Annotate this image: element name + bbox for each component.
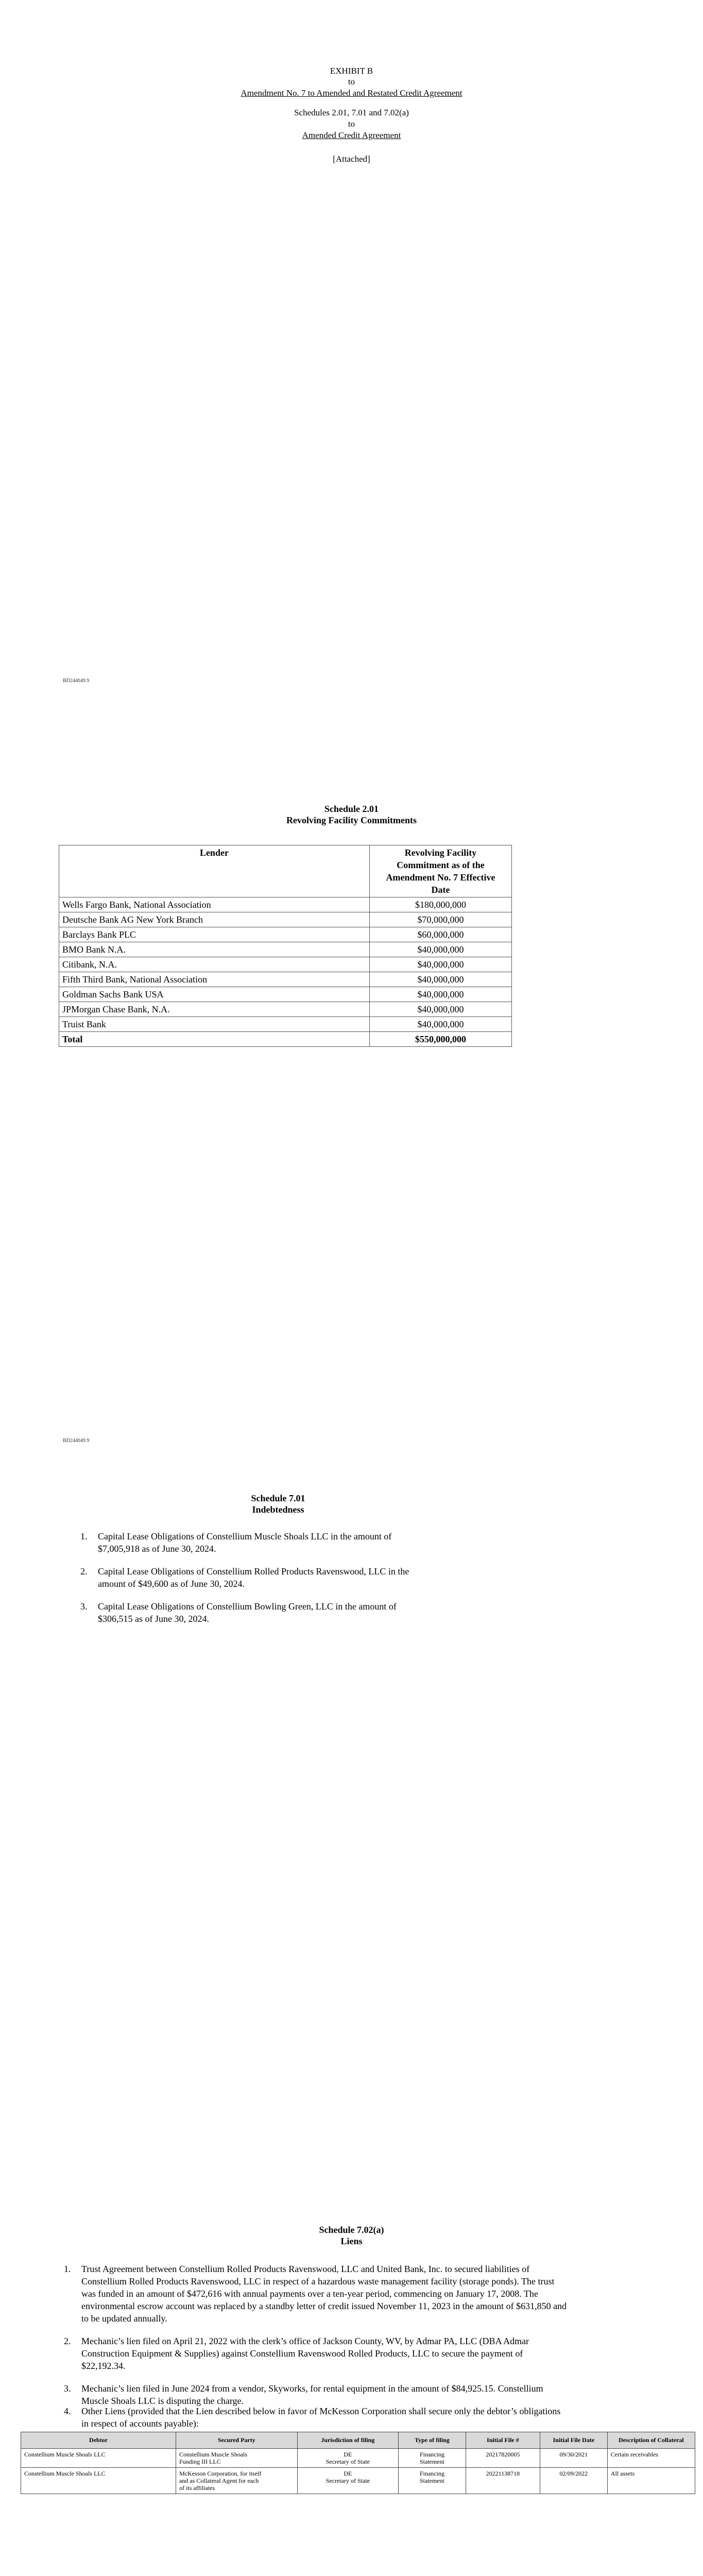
item-text: Capital Lease Obligations of Constellium Muscle Shoals LLC in the amount of (98, 1531, 392, 1541)
file-number-cell: 20221138718 (466, 2468, 540, 2494)
item-number: 1. (64, 2264, 71, 2274)
file-number-cell: 20217820005 (466, 2449, 540, 2468)
header-file-number: Initial File # (466, 2432, 540, 2449)
commitment-amount: $180,000,000 (370, 897, 512, 912)
item-text: $7,005,918 as of June 30, 2024. (98, 1544, 216, 1554)
item-text: environmental escrow account was replaced by a standby letter of credit issued November 11, 2023 in the amount of $631,850 and (81, 2301, 567, 2311)
lender-name: Truist Bank (59, 1017, 370, 1032)
type-cell (399, 2468, 466, 2494)
commitment-amount: $40,000,000 (370, 1017, 512, 1032)
list-item (64, 2382, 661, 2407)
amendment-title: Amendment No. 7 to Amended and Restated Credit Agreement (241, 88, 462, 98)
table-row (59, 1017, 512, 1032)
commitment-amount: $70,000,000 (370, 912, 512, 927)
type-cell (399, 2449, 466, 2468)
header-lender: Lender (59, 845, 370, 897)
total-label: Total (59, 1032, 370, 1047)
lender-name: Citibank, N.A. (59, 957, 370, 972)
item-number: 3. (64, 2383, 71, 2394)
page-footer: BD244049.9 (63, 1438, 90, 1444)
lender-name: Goldman Sachs Bank USA (59, 987, 370, 1002)
header-commitment (370, 845, 512, 897)
jurisdiction-line: Secretary of State (325, 2458, 370, 2465)
table-row (59, 972, 512, 987)
item-text: Capital Lease Obligations of Constellium Bowling Green, LLC in the amount of (98, 1601, 397, 1612)
commitment-amount: $40,000,000 (370, 942, 512, 957)
header-file-date: Initial File Date (540, 2432, 607, 2449)
table-row (59, 1002, 512, 1017)
table-row (59, 912, 512, 927)
item-text: amount of $49,600 as of June 30, 2024. (98, 1579, 245, 1589)
attached-note: [Attached] (333, 154, 370, 164)
item-number: 1. (80, 1531, 88, 1541)
jurisdiction-cell (297, 2449, 398, 2468)
jurisdiction-cell (297, 2468, 398, 2494)
schedule-title: Schedule 2.01 (324, 804, 379, 814)
page-footer: BD244049.9 (63, 678, 90, 684)
type-line: Statement (419, 2477, 444, 2484)
secured-party-line: McKesson Corporation, for itself (179, 2470, 262, 2477)
header-commitment-line: Date (431, 885, 450, 895)
secured-party-cell (176, 2449, 298, 2468)
table-row (59, 942, 512, 957)
commitment-amount: $40,000,000 (370, 1002, 512, 1017)
schedule-subtitle: Liens (340, 2236, 363, 2246)
liens-table (21, 2432, 695, 2494)
exhibit-to: to (348, 77, 355, 87)
lender-name: BMO Bank N.A. (59, 942, 370, 957)
secured-party-line: Funding III LLC (179, 2458, 221, 2465)
item-text: Mechanic’s lien filed in June 2024 from a vendor, Skyworks, for rental equipment in the amount of $84,925.15. Constellium (81, 2383, 543, 2394)
exhibit-title: EXHIBIT B (330, 66, 373, 76)
table-row (59, 957, 512, 972)
lender-name: Wells Fargo Bank, National Association (59, 897, 370, 912)
commitment-amount: $60,000,000 (370, 927, 512, 942)
item-text: Construction Equipment & Supplies) against Constellium Ravenswood Rolled Products, LLC to secure the payment of (81, 2348, 523, 2359)
schedule-subtitle: Revolving Facility Commitments (286, 815, 417, 825)
list-item (80, 1565, 503, 1590)
file-date-cell: 02/09/2022 (540, 2468, 607, 2494)
revolving-commitments-table (59, 845, 512, 1047)
header-collateral: Description of Collateral (607, 2432, 695, 2449)
type-line: Statement (419, 2458, 444, 2465)
item-number: 2. (80, 1566, 88, 1577)
total-amount: $550,000,000 (370, 1032, 512, 1047)
lender-name: Barclays Bank PLC (59, 927, 370, 942)
list-item (80, 1600, 503, 1625)
file-date-cell: 09/30/2021 (540, 2449, 607, 2468)
collateral-cell: Certain receivables (607, 2449, 695, 2468)
header-jurisdiction: Jurisdiction of filing (297, 2432, 398, 2449)
list-item (64, 2263, 661, 2325)
item-number: 2. (64, 2336, 71, 2346)
debtor-cell: Constellium Muscle Shoals LLC (21, 2468, 176, 2494)
secured-party-line: and as Collateral Agent for each (179, 2477, 259, 2484)
type-line: Financing (419, 2470, 444, 2477)
item-text: Capital Lease Obligations of Constellium Rolled Products Ravenswood, LLC in the (98, 1566, 409, 1577)
header-commitment-line: Amendment No. 7 Effective (386, 872, 495, 883)
header-debtor: Debtor (21, 2432, 176, 2449)
item-text: Constellium Rolled Products Ravenswood, LLC in respect of a hazardous waste management facility (storage ponds). The trust (81, 2276, 555, 2286)
secured-party-line: Constellium Muscle Shoals (179, 2451, 248, 2458)
item-number: 3. (80, 1601, 88, 1612)
item-text: was funded in an amount of $472,616 with annual payments over a ten-year period, commencing on January 17, 2008. The (81, 2289, 538, 2299)
table-row (21, 2449, 695, 2468)
schedule-title: Schedule 7.02(a) (319, 2225, 384, 2235)
schedule-subtitle: Indebtedness (252, 1504, 304, 1515)
item-text: Other Liens (provided that the Lien described below in favor of McKesson Corporation shall secure only the debtor’s obligations (81, 2406, 561, 2416)
debtor-cell: Constellium Muscle Shoals LLC (21, 2449, 176, 2468)
item-text: Mechanic’s lien filed on April 21, 2022 with the clerk’s office of Jackson County, WV, by Admar PA, LLC (DBA Admar (81, 2336, 529, 2346)
item-text: Trust Agreement between Constellium Rolled Products Ravenswood, LLC and United Bank, Inc. to secured liabilities of (81, 2264, 530, 2274)
item-text: $306,515 as of June 30, 2024. (98, 1614, 209, 1624)
schedules-to: to (348, 119, 355, 129)
jurisdiction-line: Secretary of State (325, 2477, 370, 2484)
list-item (80, 1530, 503, 1555)
table-row (59, 987, 512, 1002)
item-text: to be updated annually. (81, 2313, 167, 2324)
commitment-amount: $40,000,000 (370, 987, 512, 1002)
item-text: in respect of accounts payable): (81, 2418, 199, 2429)
agreement-title: Amended Credit Agreement (302, 130, 401, 140)
total-row (59, 1032, 512, 1047)
header-commitment-line: Commitment as of the (397, 860, 485, 870)
lender-name: Deutsche Bank AG New York Branch (59, 912, 370, 927)
secured-party-line: of its affiliates (179, 2484, 215, 2492)
item-text: $22,192.34. (81, 2361, 126, 2371)
header-secured-party: Secured Party (176, 2432, 298, 2449)
table-row (21, 2468, 695, 2494)
schedules-title: Schedules 2.01, 7.01 and 7.02(a) (294, 108, 409, 117)
header-commitment-line: Revolving Facility (404, 848, 477, 858)
secured-party-cell (176, 2468, 298, 2494)
table-header-row (59, 845, 512, 897)
lender-name: Fifth Third Bank, National Association (59, 972, 370, 987)
header-type: Type of filing (399, 2432, 466, 2449)
table-row (59, 927, 512, 942)
lender-name: JPMorgan Chase Bank, N.A. (59, 1002, 370, 1017)
commitment-amount: $40,000,000 (370, 972, 512, 987)
jurisdiction-line: DE (344, 2451, 352, 2458)
jurisdiction-line: DE (344, 2470, 352, 2477)
table-row (59, 897, 512, 912)
list-item (64, 2405, 661, 2430)
commitment-amount: $40,000,000 (370, 957, 512, 972)
collateral-cell: All assets (607, 2468, 695, 2494)
item-text: Muscle Shoals LLC is disputing the charge. (81, 2396, 244, 2406)
schedule-title: Schedule 7.01 (251, 1493, 305, 1503)
list-item (64, 2335, 661, 2372)
item-number: 4. (64, 2406, 71, 2416)
table-header-row (21, 2432, 695, 2449)
type-line: Financing (419, 2451, 444, 2458)
